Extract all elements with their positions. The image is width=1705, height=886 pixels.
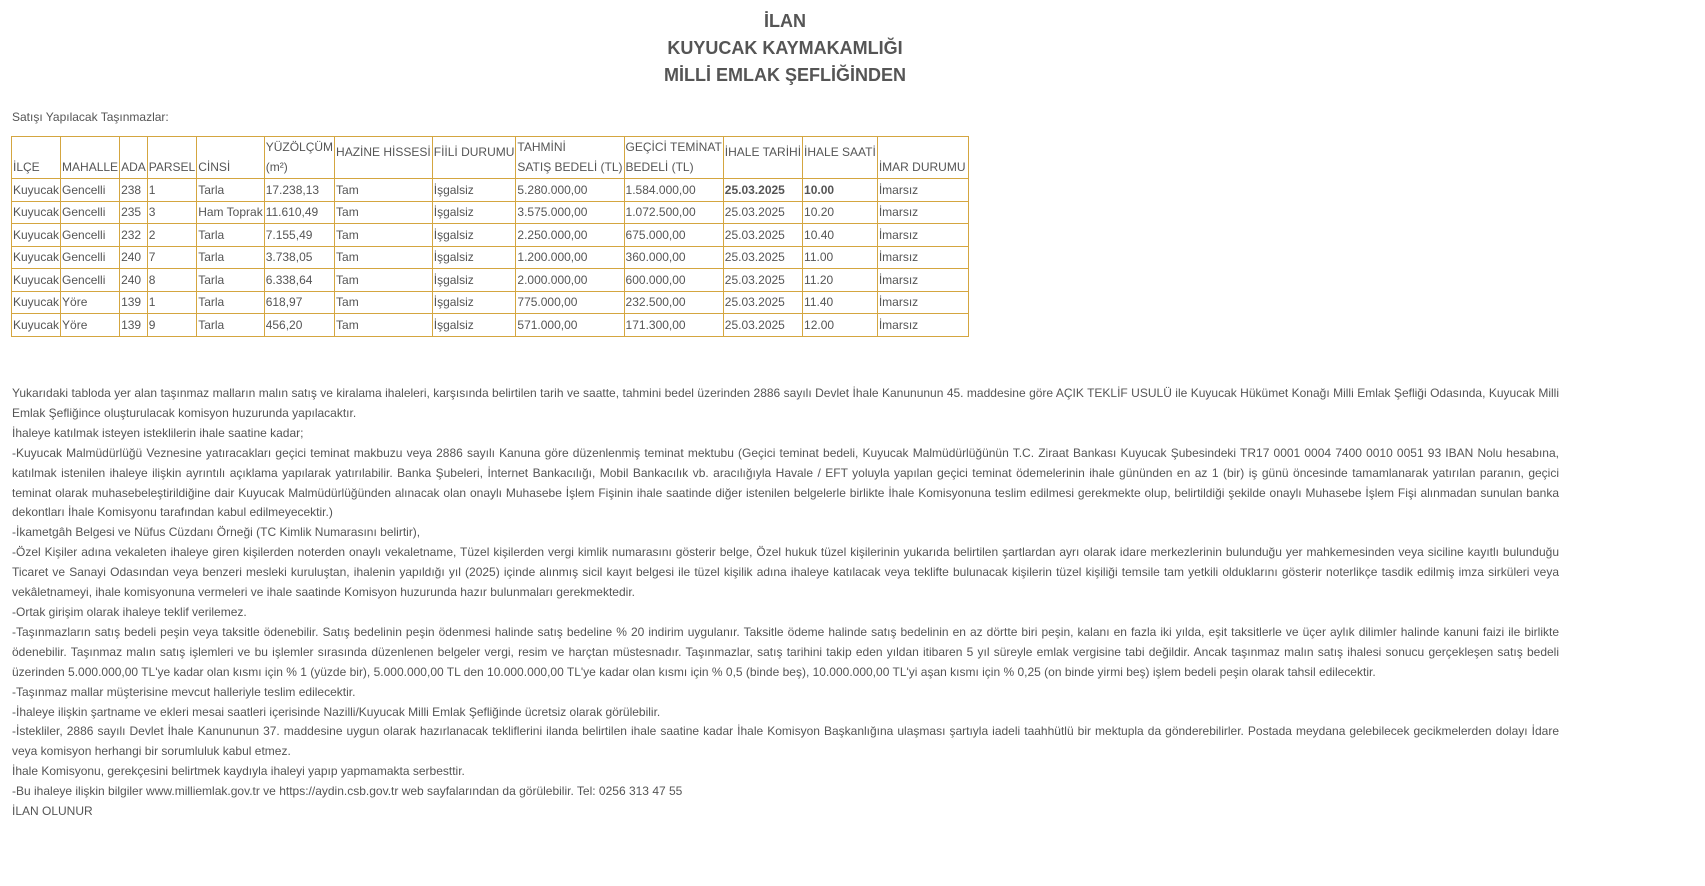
col-ihale-saati [803,137,878,179]
cell-ihale-tarihi: 25.03.2025 [723,269,802,292]
cell-yuzolcum: 17.238,13 [264,179,334,202]
col-gecici [624,137,723,179]
cell-fiili: İşgalsiz [432,314,516,337]
col-hazine [335,137,433,179]
notice-paragraph: -Ortak girişim olarak ihaleye teklif verilemez. [12,604,247,619]
cell-parsel: 9 [147,314,196,337]
table-caption: Satışı Yapılacak Taşınmazlar: [12,110,169,124]
cell-ihale-saati: 11.20 [803,269,878,292]
cell-imar: İmarsız [877,246,968,269]
cell-ihale-saati: 10.00 [803,179,878,202]
notice-title: İLAN [764,11,806,31]
notice-paragraph: -Bu ihaleye ilişkin bilgiler www.milliemlak.gov.tr ve https://aydin.csb.gov.tr web sayfalarından da görülebilir. Tel: 0256 313 47 55 [12,784,683,799]
notice-header [0,8,1570,89]
cell-gecici: 675.000,00 [624,224,723,247]
cell-hazine: Tam [335,179,433,202]
cell-gecici: 232.500,00 [624,291,723,314]
cell-mahalle: Yöre [61,314,120,337]
table-row [12,201,969,224]
col-ihale-tarihi [723,137,802,179]
cell-cinsi: Tarla [197,291,264,314]
cell-imar: İmarsız [877,269,968,292]
cell-fiili: İşgalsiz [432,201,516,224]
col-fiili [432,137,516,179]
notice-paragraph: İhale Komisyonu, gerekçesini belirtmek kaydıyla ihaleyi yapıp yapmamakta serbesttir. [12,764,465,779]
cell-mahalle: Gencelli [61,179,120,202]
cell-yuzolcum: 3.738,05 [264,246,334,269]
cell-mahalle: Gencelli [61,246,120,269]
table-row [12,179,969,202]
table-row [12,246,969,269]
cell-ihale-saati: 10.20 [803,201,878,224]
notice-paragraph: -Taşınmaz mallar müşterisine mevcut halleriyle teslim edilecektir. [12,684,356,699]
cell-gecici: 1.072.500,00 [624,201,723,224]
notice-paragraph: -İkametgâh Belgesi ve Nüfus Cüzdanı Örneği (TC Kimlik Numarasını belirtir), [12,525,421,540]
cell-mahalle: Gencelli [61,201,120,224]
col-yuzolcum [264,137,334,179]
cell-ada: 139 [120,314,148,337]
notice-paragraph: İLAN OLUNUR [12,804,93,819]
table-header-row [12,137,969,179]
table-row [12,269,969,292]
cell-ilce: Kuyucak [12,224,61,247]
cell-imar: İmarsız [877,291,968,314]
cell-ihale-tarihi: 25.03.2025 [723,201,802,224]
col-ihale-saati-label: İHALE SAATİ [804,144,876,159]
cell-mahalle: Gencelli [61,224,120,247]
cell-ihale-tarihi: 25.03.2025 [723,179,802,202]
cell-ilce: Kuyucak [12,179,61,202]
col-hazine-label: HAZİNE HİSSESİ [336,144,431,159]
cell-parsel: 1 [147,291,196,314]
cell-tahmini: 775.000,00 [516,291,624,314]
col-cinsi: CİNSİ [197,137,264,179]
cell-parsel: 8 [147,269,196,292]
cell-hazine: Tam [335,314,433,337]
cell-ada: 139 [120,291,148,314]
cell-parsel: 2 [147,224,196,247]
cell-ihale-saati: 12.00 [803,314,878,337]
cell-ilce: Kuyucak [12,291,61,314]
table-row [12,224,969,247]
cell-mahalle: Gencelli [61,269,120,292]
notice-paragraph: İhaleye katılmak isteyen isteklilerin ihale saatine kadar; [12,425,304,440]
cell-tahmini: 571.000,00 [516,314,624,337]
cell-ilce: Kuyucak [12,269,61,292]
cell-ihale-tarihi: 25.03.2025 [723,291,802,314]
cell-ada: 232 [120,224,148,247]
cell-parsel: 3 [147,201,196,224]
col-ilce: İLÇE [12,137,61,179]
cell-ilce: Kuyucak [12,246,61,269]
notice-body [12,384,1559,822]
cell-parsel: 7 [147,246,196,269]
cell-cinsi: Ham Toprak [197,201,264,224]
cell-hazine: Tam [335,291,433,314]
cell-yuzolcum: 7.155,49 [264,224,334,247]
cell-yuzolcum: 6.338,64 [264,269,334,292]
cell-ada: 240 [120,246,148,269]
cell-gecici: 360.000,00 [624,246,723,269]
cell-cinsi: Tarla [197,246,264,269]
col-parsel: PARSEL [147,137,196,179]
cell-fiili: İşgalsiz [432,224,516,247]
col-tahmini-label: TAHMİNİ [517,140,566,154]
col-tahmini [516,137,624,179]
cell-hazine: Tam [335,269,433,292]
cell-gecici: 600.000,00 [624,269,723,292]
cell-ihale-saati: 11.40 [803,291,878,314]
cell-tahmini: 2.250.000,00 [516,224,624,247]
cell-imar: İmarsız [877,179,968,202]
notice-paragraph: -Taşınmazların satış bedeli peşin veya taksitle ödenebilir. Satış bedelinin peşin ödenmesi halinde satış bedeline % 20 indirim uygulanır. Taksitle ödeme halinde satış bedelinin en az dörtte biri peşin, kalanı en fazla iki yılda, eşit taksitlerle ve üçer aylık dilimler halinde kanuni faizi ile birlikte ödenebilir. Taşınmaz malın satış işlemleri ve bu işlemler sırasında düzenlenen belgeler vergi, resim ve harçtan müstesnadır. Taşınmazlar, satış tarihini takip eden yıldan itibaren 5 yıl süreyle emlak vergisine tabi değildir. Ancak taşınmaz malın satış ihalesi sonucu gerçekleşen satış bedeli üzerinden 5.000.000,00 TL'ye kadar olan kısmı için % 1 (yüzde bir), 5.000.000,00 TL den 10.000.000,00 TL'ye kadar olan kısmı için % 0,5 (binde beş), 10.000.000,00 TL'yi aşan kısmı için % 0,25 (on binde yirmi beş) işlem bedeli peşin olarak tahsil edilecektir. [12,624,1559,679]
col-ihale-tarihi-label: İHALE TARİHİ [724,144,802,159]
notice-paragraph: Yukarıdaki tabloda yer alan taşınmaz malların malın satış ve kiralama ihaleleri, karşısında belirtilen tarih ve saatte, tahmini bedel üzerinden 2886 sayılı Devlet İhale Kanununun 45. maddesine göre AÇIK TEKLİF USULÜ ile Kuyucak Hükümet Konağı Milli Emlak Şefliği Odasında, Kuyucak Milli Emlak Şefliğince oluşturulacak komisyon huzurunda yapılacaktır. [12,386,1559,420]
cell-parsel: 1 [147,179,196,202]
cell-cinsi: Tarla [197,269,264,292]
cell-imar: İmarsız [877,201,968,224]
cell-tahmini: 5.280.000,00 [516,179,624,202]
col-tahmini-label2: SATIŞ BEDELİ (TL) [517,160,623,174]
cell-ihale-saati: 10.40 [803,224,878,247]
cell-fiili: İşgalsiz [432,269,516,292]
cell-ihale-tarihi: 25.03.2025 [723,314,802,337]
table-row [12,314,969,337]
cell-hazine: Tam [335,201,433,224]
cell-cinsi: Tarla [197,179,264,202]
cell-tahmini: 2.000.000,00 [516,269,624,292]
cell-ilce: Kuyucak [12,314,61,337]
cell-yuzolcum: 618,97 [264,291,334,314]
authority-name: KUYUCAK KAYMAKAMLIĞI [667,38,903,58]
notice-paragraph: -Kuyucak Malmüdürlüğü Veznesine yatıracakları geçici teminat makbuzu veya 2886 sayılı Kanuna göre düzenlenmiş teminat mektubu (Geçici teminat bedeli, Kuyucak Malmüdürlüğünün T.C. Ziraat Bankası Kuyucak Şubesindeki TR17 0001 0004 7400 0010 0051 93 IBAN Nolu hesabına, katılmak istenilen ihaleye ilişkin ayrıntılı açıklama yapılarak yatırılabilir. Banka Şubeleri, İnternet Bankacılığı, Mobil Bankacılık vb. aracılığıyla Havale / EFT yoluyla yapılan geçici teminat ödemelerinin ihale gününden en az 1 (bir) iş günü öncesinde tamamlanarak yatırılan paranın, geçici teminat olarak muhasebeleştirildiğine dair Kuyucak Malmüdürlüğünden alınacak olan onaylı Muhasebe İşlem Fişinin ihale saatinde diğer istenilen belgelerle birlikte İhale Komisyonuna teslim edilmesi gerekmekte olup, belirtildiği şekilde onaylı Muhasebe İşlem Fişi alınmadan sunulan banka dekontları İhale Komisyonu tarafından kabul edilmeyecektir.) [12,445,1559,520]
cell-ilce: Kuyucak [12,201,61,224]
col-yuzolcum-unit: (m²) [265,160,288,174]
notice-paragraph: -İstekliler, 2886 sayılı Devlet İhale Kanununun 37. maddesine uygun olarak hazırlanacak tekliflerini ilanda belirtilen ihale saatine kadar İhale Komisyon Başkanlığına ulaşması şartıyla iadeli taahhütlü bir mektupla da gönderebilirler. Postada meydana gelebilecek gecikmelerden dolayı İdare veya komisyon herhangi bir sorumluluk kabul etmez. [12,724,1559,759]
col-mahalle: MAHALLE [61,137,120,179]
cell-hazine: Tam [335,224,433,247]
cell-imar: İmarsız [877,224,968,247]
cell-gecici: 171.300,00 [624,314,723,337]
col-gecici-label2: BEDELİ (TL) [625,160,694,174]
cell-hazine: Tam [335,246,433,269]
cell-fiili: İşgalsiz [432,246,516,269]
cell-cinsi: Tarla [197,314,264,337]
cell-fiili: İşgalsiz [432,291,516,314]
cell-ada: 238 [120,179,148,202]
cell-ihale-saati: 11.00 [803,246,878,269]
notice-paragraph: -İhaleye ilişkin şartname ve ekleri mesai saatleri içerisinde Nazilli/Kuyucak Milli Emlak Şefliğinde ücretsiz olarak görülebilir. [12,704,661,719]
col-ada: ADA [120,137,148,179]
table-row [12,291,969,314]
table-body [12,179,969,337]
notice-paragraph: -Özel Kişiler adına vekaleten ihaleye giren kişilerden noterden onaylı vekaletname, Tüzel kişilerden vergi kimlik numarasını gösterir belge, Özel hukuk tüzel kişilerinin yukarıda belirtilen şartlardan ayrı olarak idare merkezlerinin bulunduğu yer mahkemesinden veya siciline kayıtlı bulunduğu Ticaret ve Sanayi Odasından veya benzeri mesleki kuruluştan, ihalenin yapıldığı yıl (2025) içinde alınmış sicil kayıt belgesi ile tüzel kişilik adına ihaleye katılacak veya teklifte bulunacak kişilerin tüzel kişiliği temsile tam yetkili olduklarını gösterir noterlikçe tasdik edilmiş imza sirküleri veya vekâletnameyi, ihale komisyonuna vermeleri ve ihale saatinde Komisyon huzurunda hazır bulunmaları gerekmektedir. [12,545,1559,600]
cell-mahalle: Yöre [61,291,120,314]
cell-gecici: 1.584.000,00 [624,179,723,202]
cell-yuzolcum: 11.610,49 [264,201,334,224]
cell-imar: İmarsız [877,314,968,337]
col-imar: İMAR DURUMU [877,137,968,179]
office-name: MİLLİ EMLAK ŞEFLİĞİNDEN [664,65,906,85]
cell-cinsi: Tarla [197,224,264,247]
cell-tahmini: 3.575.000,00 [516,201,624,224]
cell-tahmini: 1.200.000,00 [516,246,624,269]
cell-yuzolcum: 456,20 [264,314,334,337]
cell-ada: 240 [120,269,148,292]
cell-ihale-tarihi: 25.03.2025 [723,224,802,247]
cell-ihale-tarihi: 25.03.2025 [723,246,802,269]
col-fiili-label: FİİLİ DURUMU [433,144,515,159]
property-table [11,136,969,337]
col-yuzolcum-label: YÜZÖLÇÜM [265,140,334,154]
cell-fiili: İşgalsiz [432,179,516,202]
col-gecici-label: GEÇİCİ TEMİNAT [625,140,722,154]
cell-ada: 235 [120,201,148,224]
